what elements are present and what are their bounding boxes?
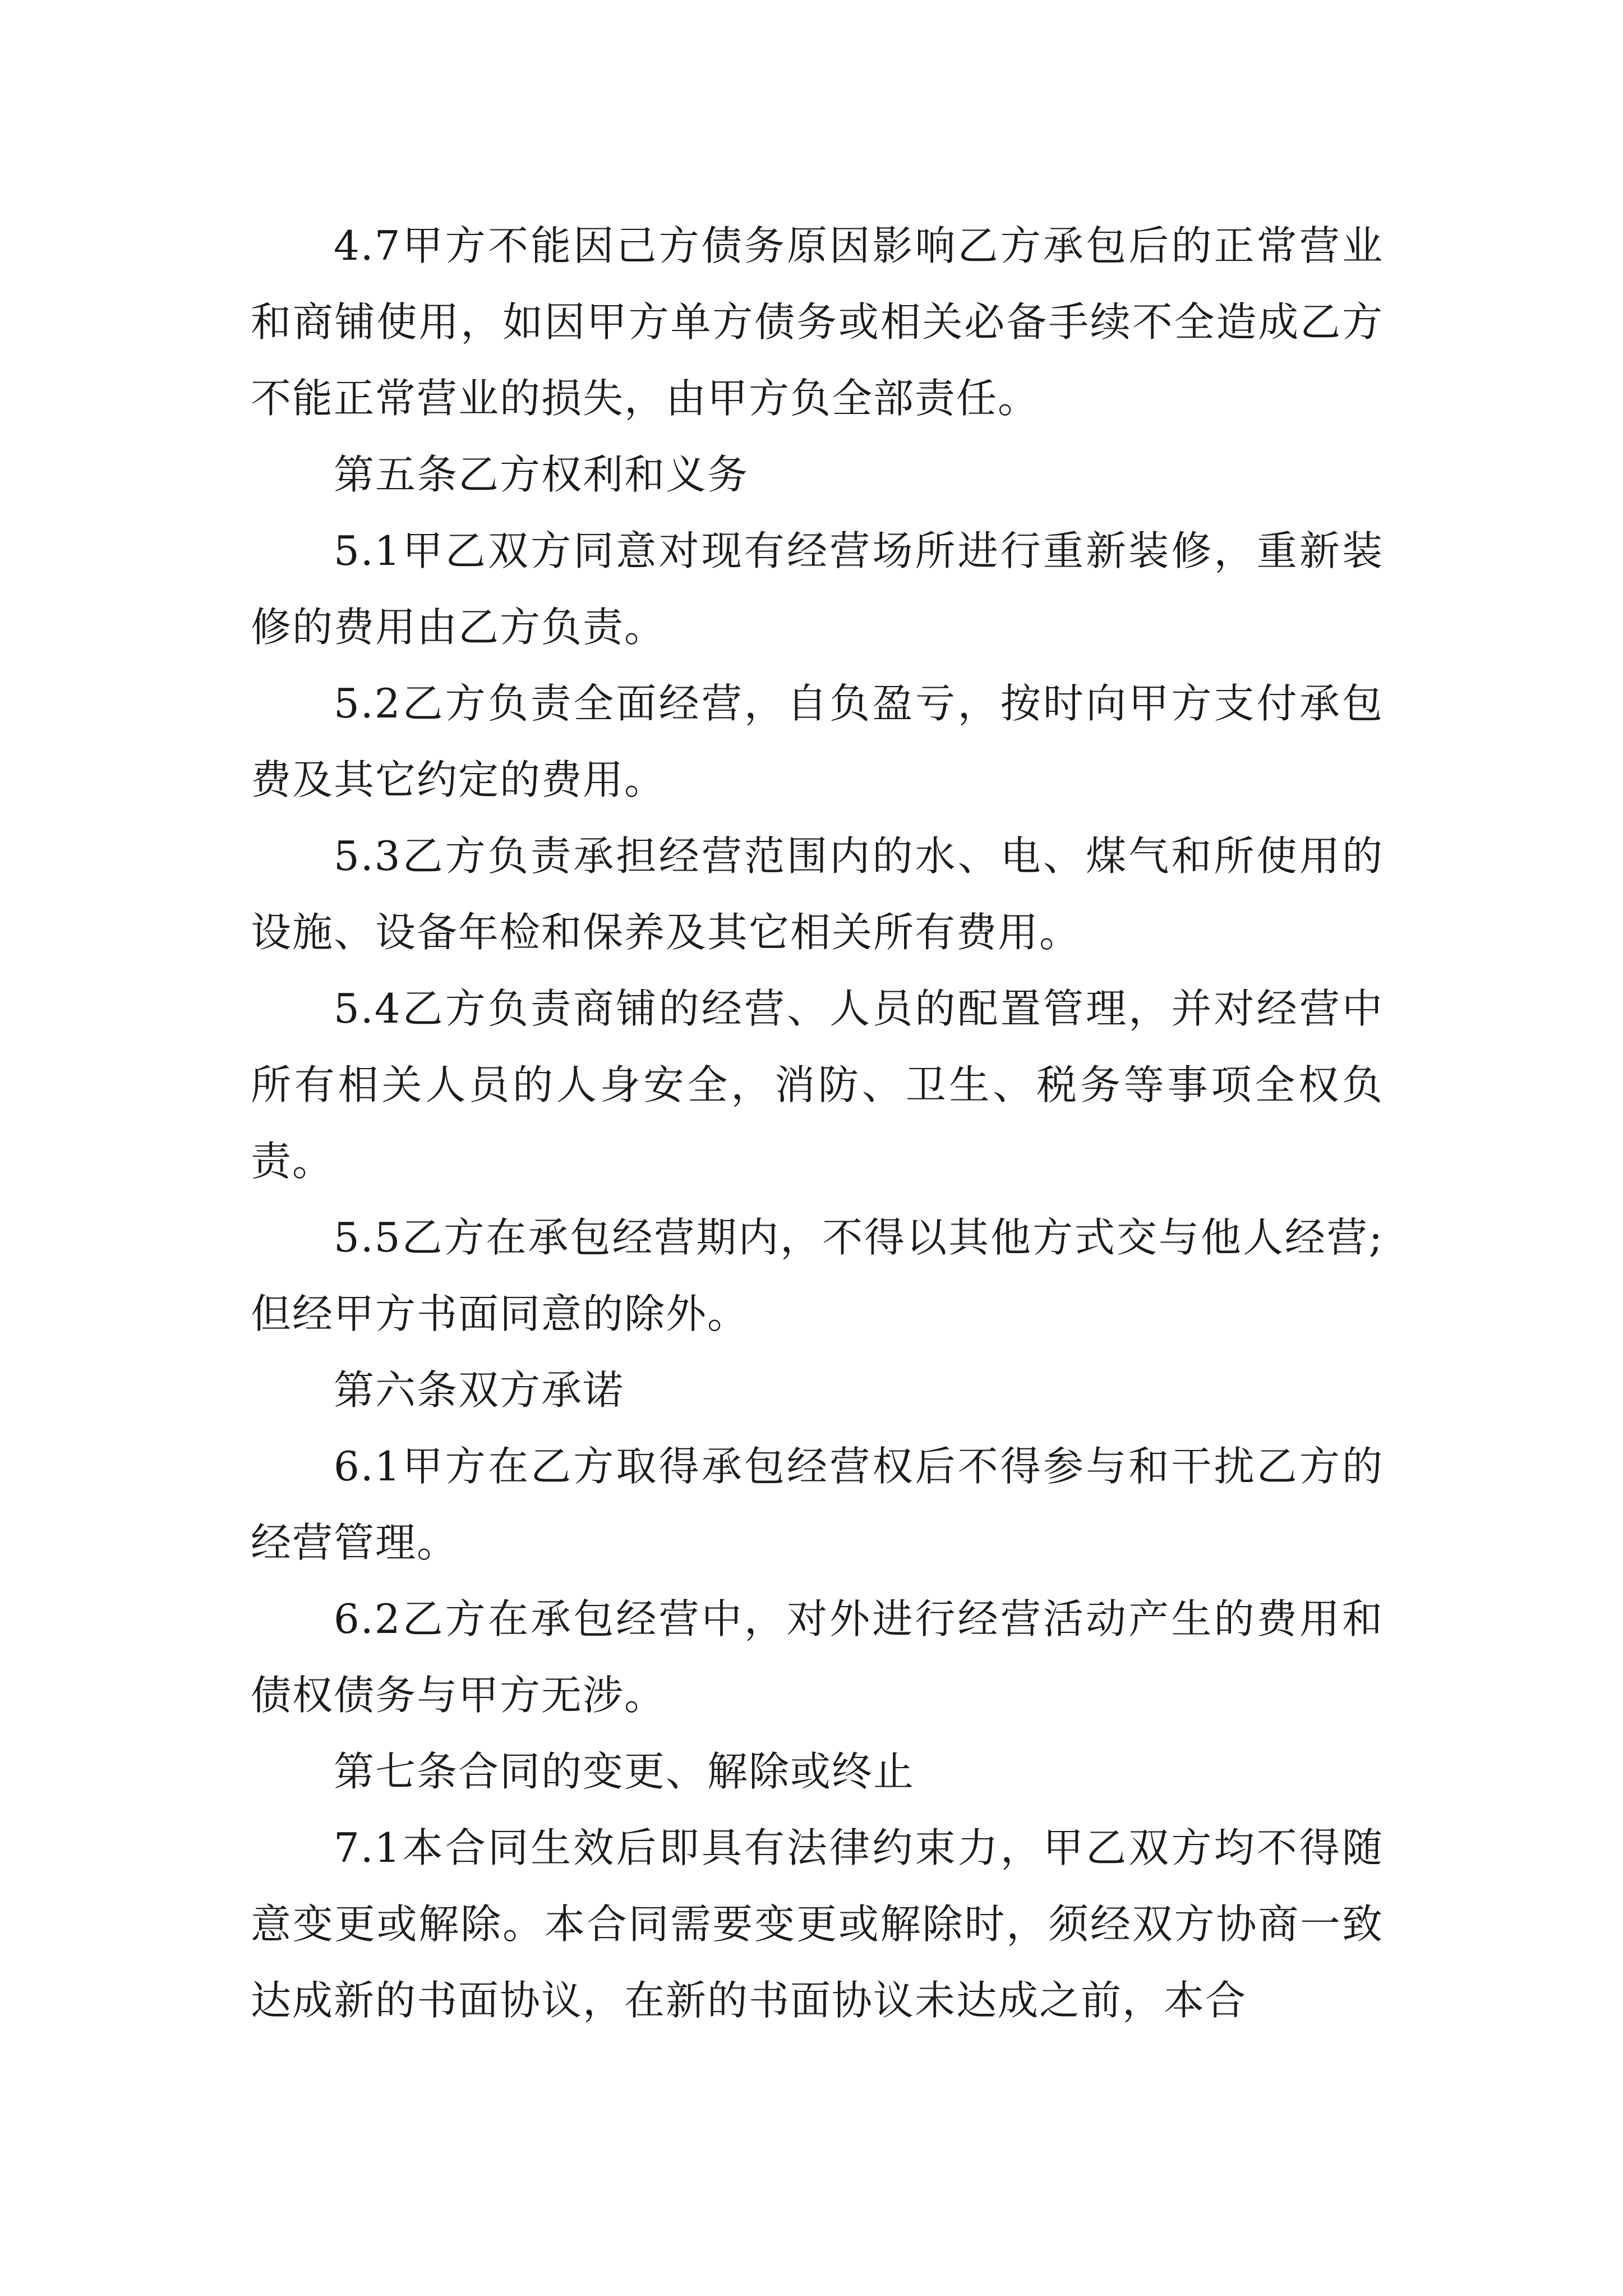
document-body	[251, 208, 1384, 2039]
section-heading-6: 第六条双方承诺	[334, 1366, 625, 1414]
paragraph-5-2: 5.2乙方负责全面经营，自负盈亏，按时向甲方支付承包费及其它约定的费用。	[251, 680, 1384, 803]
paragraph-6-1: 6.1甲方在乙方取得承包经营权后不得参与和干扰乙方的经营管理。	[251, 1443, 1384, 1566]
section-heading-7: 第七条合同的变更、解除或终止	[334, 1748, 915, 1795]
paragraph-5-3: 5.3乙方负责承担经营范围内的水、电、煤气和所使用的设施、设备年检和保养及其它相关所有费用。	[251, 832, 1384, 956]
paragraph-5-5: 5.5乙方在承包经营期内，不得以其他方式交与他人经营;但经甲方书面同意的除外。	[251, 1214, 1384, 1337]
paragraph-5-4: 5.4乙方负责商铺的经营、人员的配置管理，并对经营中所有相关人员的人身安全，消防、卫生、税务等事项全权负责。	[251, 985, 1384, 1185]
paragraph-4-7: 4.7甲方不能因己方债务原因影响乙方承包后的正常营业和商铺使用，如因甲方单方债务或相关必备手续不全造成乙方不能正常营业的损失，由甲方负全部责任。	[251, 222, 1384, 422]
section-heading-5: 第五条乙方权利和义务	[334, 451, 749, 498]
paragraph-7-1: 7.1本合同生效后即具有法律约束力，甲乙双方均不得随意变更或解除。本合同需要变更或解除时，须经双方协商一致达成新的书面协议，在新的书面协议未达成之前，本合	[251, 1824, 1384, 2024]
paragraph-6-2: 6.2乙方在承包经营中，对外进行经营活动产生的费用和债权债务与甲方无涉。	[251, 1595, 1384, 1719]
paragraph-5-1: 5.1甲乙双方同意对现有经营场所进行重新装修，重新装修的费用由乙方负责。	[251, 527, 1384, 651]
